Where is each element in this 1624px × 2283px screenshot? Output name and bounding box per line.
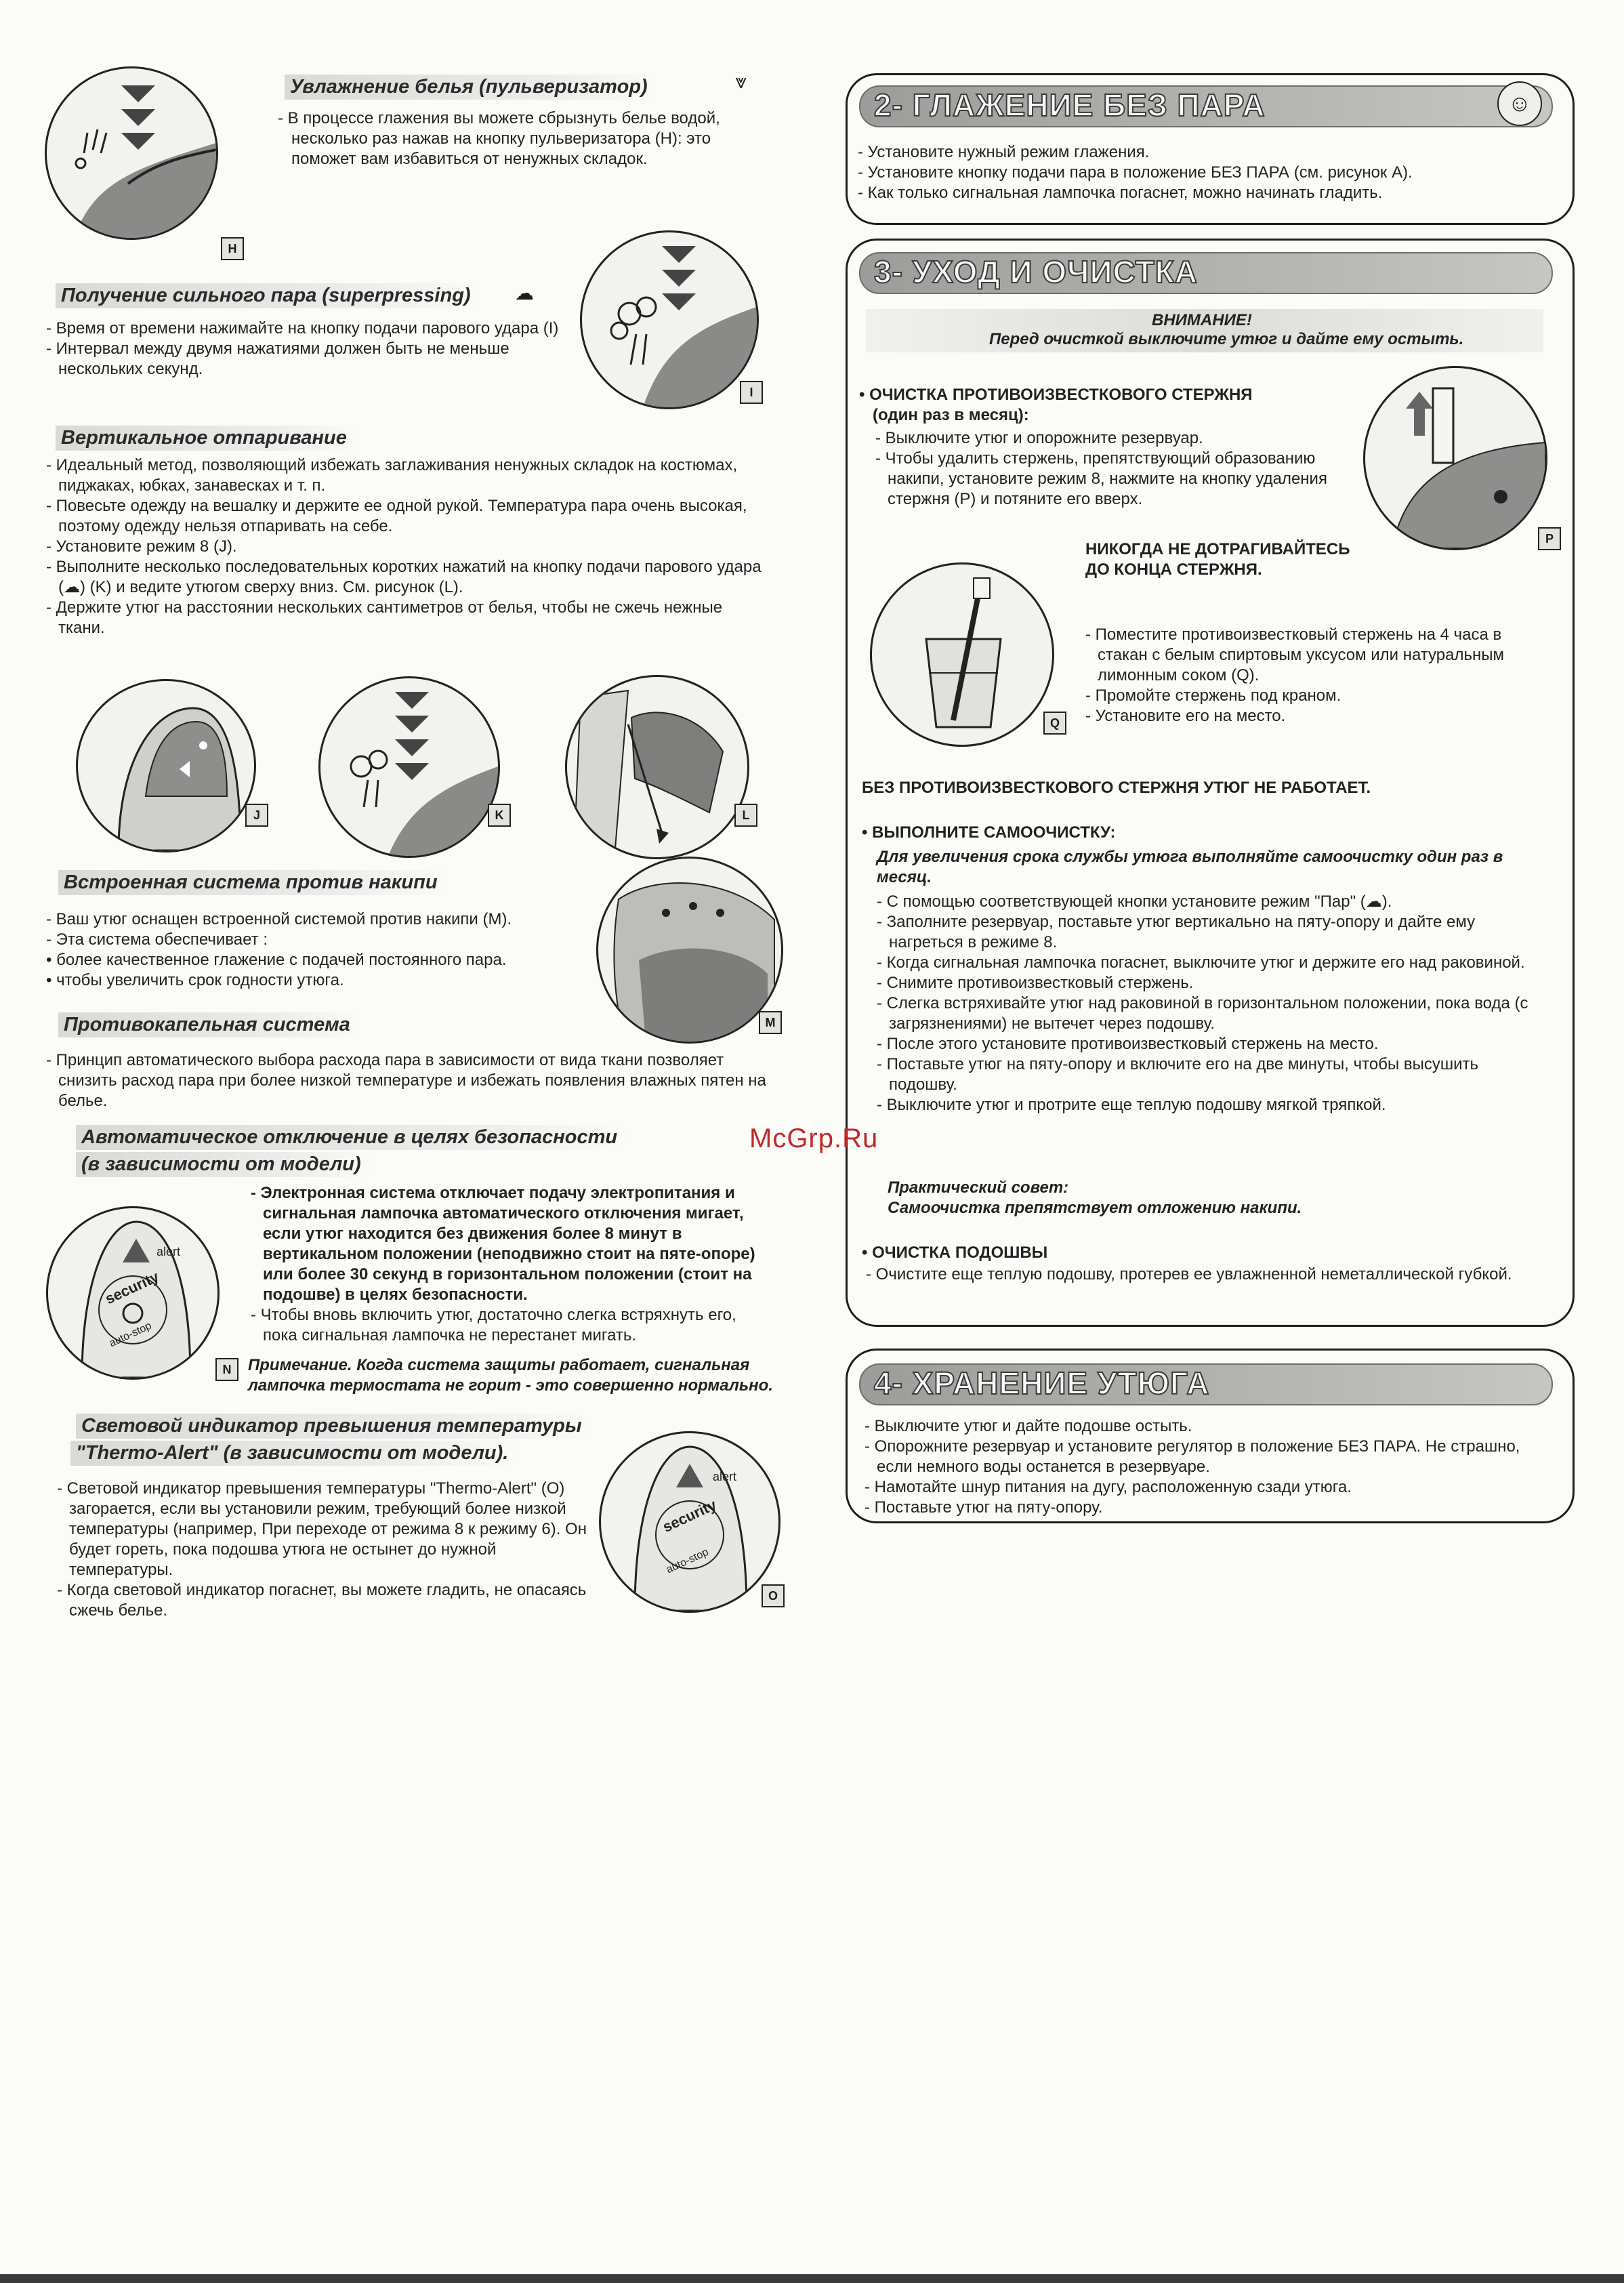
figure-p-rod-removal (1363, 366, 1547, 550)
figure-label-i: I (740, 381, 763, 404)
storage-list (865, 1416, 1549, 1518)
list-item: • более качественное глажение с подачей постоянного пара. (46, 951, 507, 969)
figure-label-n: N (215, 1358, 238, 1381)
scan-bottom-edge (0, 2274, 1624, 2283)
list-item: - Выключите утюг и опорожните резервуар. (875, 429, 1203, 447)
list-item: - Интервал между двумя нажатиями должен быть не меньше нескольких секунд. (46, 340, 509, 378)
figure-label-p: P (1538, 527, 1561, 550)
banner-title-no-steam: 2- ГЛАЖЕНИЕ БЕЗ ПАРА (874, 87, 1266, 123)
badge-autostop-text: auto-stop (664, 1546, 711, 1576)
self-clean-list (877, 892, 1547, 1115)
figure-label-j: J (245, 804, 268, 827)
spray-text: - В процессе глажения вы можете сбрызнуть белье водой, несколько раз нажав на кнопку пульверизатора (H): это поможет вам избавиться от ненужных складок. (278, 109, 720, 168)
section-subtitle-thermo-alert: "Thermo-Alert" (в зависимости от модели). (70, 1441, 520, 1466)
thermo-alert-list (57, 1479, 592, 1621)
section-subtitle-auto-off: (в зависимости от модели) (76, 1152, 373, 1177)
section-title-anti-drip: Противокапельная система (58, 1012, 362, 1037)
figure-q-glass (870, 562, 1054, 747)
never-touch-warning: НИКОГДА НЕ ДОТРАГИВАЙТЕСЬ ДО КОНЦА СТЕРЖНЯ. (1085, 540, 1350, 579)
list-item: - Выключите утюг и дайте подошве остыть. (865, 1417, 1192, 1435)
list-item: - Очистите еще теплую подошву, протерев ее увлажненной неметаллической губкой. (866, 1265, 1512, 1283)
list-item: - Эта система обеспечивает : (46, 930, 268, 949)
list-item: - Повесьте одежду на вешалку и держите ее одной рукой. Температура пара очень высокая, поэтому одежду нельзя отпаривать на себе. (46, 497, 747, 535)
anti-drip-list (46, 1050, 778, 1111)
list-item: - Чтобы удалить стержень, препятствующий образованию накипи, установите режим 8, нажмите на кнопку удаления стержня (P) и потяните его вверх. (875, 449, 1327, 508)
list-item: - Как только сигнальная лампочка погаснет, можно начинать гладить. (858, 184, 1383, 202)
figure-n-security-badge (46, 1206, 220, 1380)
sole-clean-list (866, 1264, 1530, 1285)
figure-h-spray (45, 66, 218, 240)
list-item: - Выполните несколько последовательных коротких нажатий на кнопку подачи парового удара (☁) (K) и ведите утюгом сверху вниз. См. рисунок (L). (46, 558, 762, 596)
no-steam-list (858, 142, 1556, 203)
list-item: - После этого установите противоизвестковый стержень на место. (877, 1035, 1379, 1053)
badge-autostop-text: auto-stop (107, 1319, 154, 1350)
figure-label-o: O (762, 1584, 785, 1607)
auto-off-para2: - Чтобы вновь включить утюг, достаточно слегка встряхнуть его, пока сигнальная лампочка не перестанет мигать. (251, 1306, 736, 1344)
list-item: - Когда световой индикатор погаснет, вы можете гладить, не опасаясь сжечь белье. (57, 1581, 587, 1620)
section-title-superpressing: Получение сильного пара (superpressing) (56, 283, 483, 308)
list-item: - Установите режим 8 (J). (46, 537, 237, 556)
list-item: - Промойте стержень под краном. (1085, 686, 1341, 705)
figure-i-steam-burst (580, 230, 759, 409)
anti-scale-list (46, 909, 588, 991)
list-item: - Установите кнопку подачи пара в положение БЕЗ ПАРА (см. рисунок А). (858, 163, 1413, 182)
auto-off-para1: - Электронная система отключает подачу электропитания и сигнальная лампочка автоматического отключения мигает, если утюг находится без движения более 8 минут в вертикальном положении (неподвижно стоит на пяте-опоре) или более 30 секунд в горизонтальном положении (стоит на подошве) в целях безопасности. (251, 1184, 755, 1304)
list-item: - Заполните резервуар, поставьте утюг вертикально на пяту-опору и дайте ему нагреться в режиме 8. (877, 913, 1476, 951)
glass-list (1085, 625, 1546, 726)
brand-logo-icon: ☺ (1497, 81, 1542, 126)
self-clean-intro: Для увеличения срока службы утюга выполняйте самоочистку один раз в месяц. (877, 848, 1503, 886)
list-item: - Установите его на место. (1085, 707, 1286, 725)
list-item: - Снимите противоизвестковый стержень. (877, 974, 1194, 992)
list-item: - Принцип автоматического выбора расхода пара в зависимости от вида ткани позволяет снизить расход пара при более низкой температуре и избежать появления влажных пятен на белье. (46, 1051, 766, 1110)
self-clean-heading: • ВЫПОЛНИТЕ САМООЧИСТКУ: (862, 823, 1116, 842)
list-item: - Поставьте утюг на пяту-опору. (865, 1498, 1103, 1517)
list-item: - Световой индикатор превышения температуры "Thermo-Alert" (O) загорается, если вы установили режим, требующий более низкой температуры (например, При переходе от режима 8 к режиму 6). Он будет гореть, пока подошва утюга не остынет до нужной температуры. (57, 1479, 587, 1579)
list-item: - Когда сигнальная лампочка погаснет, выключите утюг и держите его над раковиной. (877, 953, 1525, 972)
badge-alert-text: alert (713, 1470, 737, 1483)
section-title-vertical-steam: Вертикальное отпаривание (56, 426, 359, 451)
warning-title: ВНИМАНИЕ! (1152, 311, 1252, 329)
figure-label-m: M (759, 1011, 782, 1034)
figure-l-vertical-iron (565, 675, 749, 859)
figure-j-dial (76, 679, 256, 852)
list-item: • чтобы увеличить срок годности утюга. (46, 971, 344, 989)
spray-icon: ⩔ (735, 70, 747, 93)
list-item: - Поставьте утюг на пяту-опору и включите его на две минуты, чтобы высушить подошву. (877, 1055, 1479, 1094)
auto-off-note: Примечание. Когда система защиты работает, сигнальная лампочка термостата не горит - это совершенно нормально. (248, 1356, 773, 1395)
figure-k-steam-burst (318, 676, 500, 858)
list-item: - Опорожните резервуар и установите регулятор в положение БЕЗ ПАРА. Не страшно, если немного воды останется в резервуаре. (865, 1437, 1520, 1476)
list-item: - Идеальный метод, позволяющий избежать заглаживания ненужных складок на костюмах, пиджаках, юбках, занавесках и т. п. (46, 456, 738, 495)
list-item: - Выключите утюг и протрите еще теплую подошву мягкой тряпкой. (877, 1096, 1386, 1114)
rod-list (875, 428, 1363, 510)
list-item: - Ваш утюг оснащен встроенной системой против накипи (M). (46, 910, 512, 928)
section-title-thermo-alert: Световой индикатор превышения температуры (76, 1414, 594, 1439)
list-item: - Намотайте шнур питания на дугу, расположенную сзади утюга. (865, 1478, 1352, 1496)
sole-clean-heading: • ОЧИСТКА ПОДОШВЫ (862, 1243, 1048, 1262)
practical-tip: Практический совет: Самоочистка препятствует отложению накипи. (888, 1178, 1302, 1217)
warning-text: Перед очисткой выключите утюг и дайте ему остыть. (989, 330, 1464, 348)
superpressing-list (46, 318, 561, 379)
banner-title-storage: 4- ХРАНЕНИЕ УТЮГА (874, 1365, 1210, 1401)
banner-title-care-cleaning: 3- УХОД И ОЧИСТКА (874, 254, 1198, 289)
figure-label-l: L (734, 804, 757, 827)
list-item: - Время от времени нажимайте на кнопку подачи парового удара (I) (46, 319, 559, 337)
list-item: - Держите утюг на расстоянии нескольких сантиметров от белья, чтобы не сжечь нежные ткани. (46, 598, 723, 637)
badge-security-text: security (660, 1496, 720, 1536)
badge-security-text: security (102, 1268, 162, 1308)
list-item: - Слегка встряхивайте утюг над раковиной в горизонтальном положении, пока вода (с загрязнениями) не вытечет через подошву. (877, 994, 1528, 1033)
section-title-anti-scale: Встроенная система против накипи (58, 870, 450, 895)
rod-heading: • ОЧИСТКА ПРОТИВОИЗВЕСТКОВОГО СТЕРЖНЯ (один раз в месяц): (859, 386, 1253, 424)
figure-label-q: Q (1043, 712, 1066, 735)
figure-label-k: K (488, 804, 511, 827)
section-title-spray: Увлажнение белья (пульверизатор) (285, 75, 660, 100)
list-item: - С помощью соответствующей кнопки установите режим "Пар" (☁). (877, 892, 1392, 911)
steam-icon: ☁ (515, 283, 534, 304)
badge-alert-text: alert (157, 1245, 181, 1258)
list-item: - Поместите противоизвестковый стержень на 4 часа в стакан с белым спиртовым уксусом или натуральным лимонным соком (Q). (1085, 625, 1504, 684)
vertical-steam-list (46, 455, 764, 638)
without-rod-warning: БЕЗ ПРОТИВОИЗВЕСТКОВОГО СТЕРЖНЯ УТЮГ НЕ РАБОТАЕТ. (862, 779, 1371, 797)
section-title-auto-off: Автоматическое отключение в целях безопасности (76, 1125, 629, 1150)
watermark: McGrp.Ru (749, 1124, 879, 1153)
figure-label-h: H (221, 237, 244, 260)
list-item: - Установите нужный режим глажения. (858, 143, 1150, 161)
figure-m-iron-soleplate (596, 857, 783, 1044)
figure-o-thermo-badge (599, 1431, 780, 1613)
